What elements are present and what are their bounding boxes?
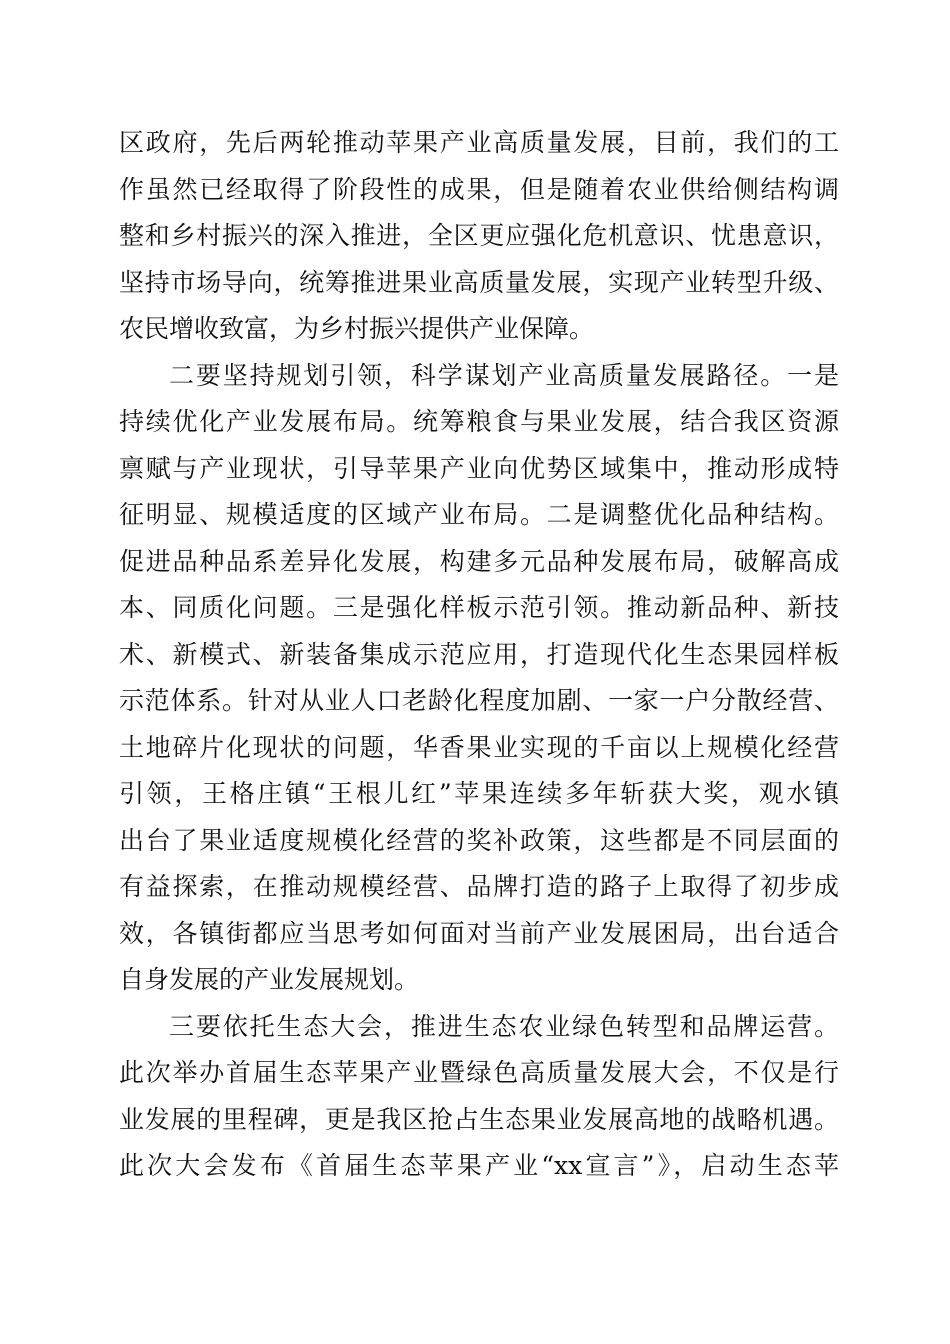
text-line: 作虽然已经取得了阶段性的成果，但是随着农业供给侧结构调	[119, 174, 839, 204]
body-text	[119, 120, 839, 1190]
text-line: 促进品种品系差异化发展，构建多元品种发展布局，破解高成	[119, 546, 839, 576]
text-line: 示范体系。针对从业人口老龄化程度加剧、一家一户分散经营、	[119, 686, 839, 715]
text-line: 征明显、规模适度的区域产业布局。二是调整优化品种结构。	[119, 500, 839, 529]
text-line: 禀赋与产业现状，引导苹果产业向优势区域集中，推动形成特	[119, 453, 839, 483]
text-line: 二要坚持规划引领，科学谋划产业高质量发展路径。一是	[169, 360, 839, 390]
text-line: 效，各镇街都应当思考如何面对当前产业发展困局，出台适合	[119, 918, 839, 948]
text-line: 业发展的里程碑，更是我区抢占生态果业发展高地的战略机遇。	[119, 1104, 839, 1134]
text-line: 此次大会发布《首届生态苹果产业“xx宣言”》，启动生态苹	[119, 1151, 839, 1180]
text-line: 术、新模式、新装备集成示范应用，打造现代化生态果园样板	[119, 639, 839, 669]
text-line: 整和乡村振兴的深入推进，全区更应强化危机意识、忧患意识，	[119, 221, 839, 250]
text-line: 持续优化产业发展布局。统筹粮食与果业发展，结合我区资源	[119, 407, 839, 436]
paragraph-3	[119, 1004, 839, 1190]
text-line: 三要依托生态大会，推进生态农业绿色转型和品牌运营。	[169, 1011, 839, 1041]
text-line: 自身发展的产业发展规划。	[119, 965, 420, 994]
text-line: 引领，王格庄镇“王根儿红”苹果连续多年斩获大奖，观水镇	[119, 779, 839, 808]
text-line: 农民增收致富，为乡村振兴提供产业保障。	[119, 314, 595, 343]
text-line: 出台了果业适度规模化经营的奖补政策，这些都是不同层面的	[119, 825, 839, 855]
text-line: 坚持市场导向，统筹推进果业高质量发展，实现产业转型升级、	[119, 267, 839, 297]
text-line: 区政府，先后两轮推动苹果产业高质量发展，目前，我们的工	[119, 128, 839, 157]
paragraph-2	[119, 353, 839, 1004]
text-line: 本、同质化问题。三是强化样板示范引领。推动新品种、新技	[119, 593, 839, 622]
text-line: 有益探索，在推动规模经营、品牌打造的路子上取得了初步成	[119, 872, 839, 901]
paragraph-1	[119, 120, 839, 353]
text-line: 土地碎片化现状的问题，华香果业实现的千亩以上规模化经营	[119, 732, 839, 762]
text-line: 此次举办首届生态苹果产业暨绿色高质量发展大会，不仅是行	[119, 1058, 839, 1087]
